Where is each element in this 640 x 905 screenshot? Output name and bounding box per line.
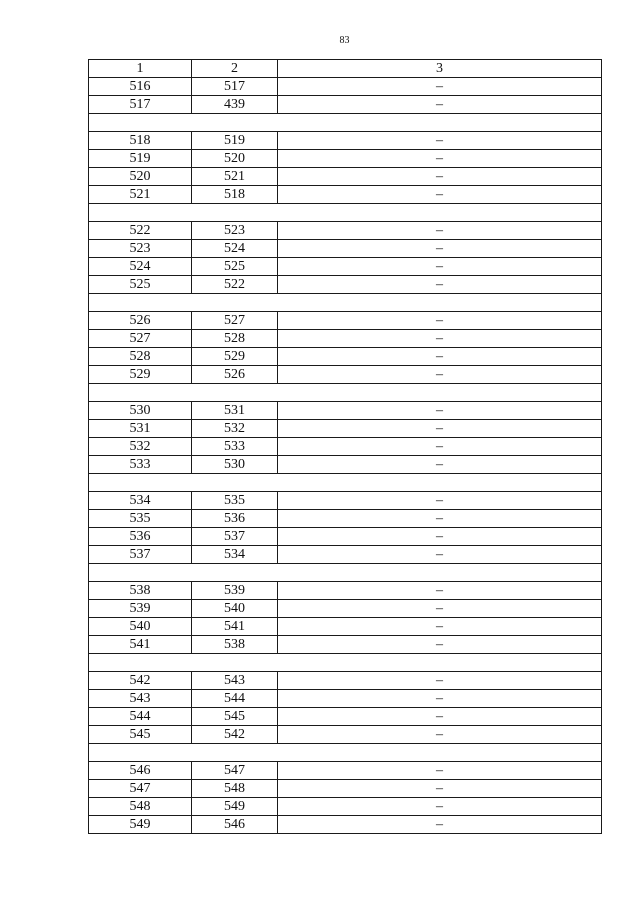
cell-col-1: 547 — [89, 780, 192, 798]
cell-col-1: 538 — [89, 582, 192, 600]
cell-col-3: – — [278, 456, 602, 474]
table-row — [89, 78, 602, 96]
cell-col-2: 526 — [192, 366, 278, 384]
cell-col-1: 537 — [89, 546, 192, 564]
cell-col-1: 549 — [89, 816, 192, 834]
cell-col-1: 530 — [89, 402, 192, 420]
table-row — [89, 546, 602, 564]
table-row — [89, 420, 602, 438]
cell-col-3: – — [278, 492, 602, 510]
cell-col-1: 516 — [89, 78, 192, 96]
cell-col-1: 524 — [89, 258, 192, 276]
separator-row — [89, 564, 602, 582]
cell-col-1: 532 — [89, 438, 192, 456]
cell-col-2: 543 — [192, 672, 278, 690]
cell-col-1: 548 — [89, 798, 192, 816]
cell-col-3: – — [278, 510, 602, 528]
cell-col-2: 518 — [192, 186, 278, 204]
cell-col-1: 517 — [89, 96, 192, 114]
separator-row — [89, 744, 602, 762]
cell-col-2: 547 — [192, 762, 278, 780]
table-row — [89, 168, 602, 186]
separator-cell — [89, 474, 602, 492]
table-row — [89, 528, 602, 546]
table-row — [89, 132, 602, 150]
table-body — [89, 78, 602, 834]
separator-row — [89, 474, 602, 492]
cell-col-3: – — [278, 816, 602, 834]
cell-col-2: 530 — [192, 456, 278, 474]
table-row — [89, 348, 602, 366]
cell-col-1: 531 — [89, 420, 192, 438]
cell-col-2: 542 — [192, 726, 278, 744]
table-row — [89, 402, 602, 420]
table-row — [89, 600, 602, 618]
cell-col-2: 536 — [192, 510, 278, 528]
cell-col-3: – — [278, 276, 602, 294]
cell-col-2: 517 — [192, 78, 278, 96]
cell-col-2: 545 — [192, 708, 278, 726]
cell-col-1: 539 — [89, 600, 192, 618]
cell-col-3: – — [278, 582, 602, 600]
header-col-3: 3 — [278, 60, 602, 78]
cell-col-1: 521 — [89, 186, 192, 204]
cell-col-1: 545 — [89, 726, 192, 744]
cell-col-2: 537 — [192, 528, 278, 546]
data-table — [88, 59, 602, 834]
table-row — [89, 618, 602, 636]
cell-col-1: 541 — [89, 636, 192, 654]
separator-cell — [89, 744, 602, 762]
table-row — [89, 762, 602, 780]
table-row — [89, 492, 602, 510]
cell-col-2: 535 — [192, 492, 278, 510]
table-row — [89, 366, 602, 384]
table-row — [89, 798, 602, 816]
cell-col-3: – — [278, 222, 602, 240]
cell-col-2: 540 — [192, 600, 278, 618]
separator-cell — [89, 654, 602, 672]
cell-col-2: 527 — [192, 312, 278, 330]
separator-row — [89, 114, 602, 132]
table-row — [89, 690, 602, 708]
cell-col-3: – — [278, 78, 602, 96]
cell-col-3: – — [278, 636, 602, 654]
cell-col-1: 523 — [89, 240, 192, 258]
cell-col-1: 542 — [89, 672, 192, 690]
separator-cell — [89, 384, 602, 402]
cell-col-3: – — [278, 168, 602, 186]
table-row — [89, 726, 602, 744]
cell-col-1: 534 — [89, 492, 192, 510]
cell-col-3: – — [278, 672, 602, 690]
cell-col-2: 548 — [192, 780, 278, 798]
separator-cell — [89, 204, 602, 222]
cell-col-3: – — [278, 762, 602, 780]
separator-cell — [89, 114, 602, 132]
table-row — [89, 780, 602, 798]
cell-col-1: 529 — [89, 366, 192, 384]
cell-col-2: 544 — [192, 690, 278, 708]
table-row — [89, 456, 602, 474]
cell-col-3: – — [278, 690, 602, 708]
cell-col-1: 519 — [89, 150, 192, 168]
cell-col-1: 533 — [89, 456, 192, 474]
table-row — [89, 258, 602, 276]
cell-col-2: 538 — [192, 636, 278, 654]
cell-col-3: – — [278, 366, 602, 384]
table-row — [89, 510, 602, 528]
cell-col-3: – — [278, 618, 602, 636]
cell-col-2: 528 — [192, 330, 278, 348]
table-row — [89, 240, 602, 258]
cell-col-2: 522 — [192, 276, 278, 294]
cell-col-3: – — [278, 348, 602, 366]
cell-col-3: – — [278, 420, 602, 438]
cell-col-3: – — [278, 330, 602, 348]
table-row — [89, 636, 602, 654]
separator-cell — [89, 564, 602, 582]
table-row — [89, 222, 602, 240]
cell-col-2: 534 — [192, 546, 278, 564]
header-row — [89, 60, 602, 78]
cell-col-2: 524 — [192, 240, 278, 258]
cell-col-1: 546 — [89, 762, 192, 780]
cell-col-1: 528 — [89, 348, 192, 366]
header-col-1: 1 — [89, 60, 192, 78]
cell-col-2: 546 — [192, 816, 278, 834]
table-header — [89, 60, 602, 78]
cell-col-3: – — [278, 402, 602, 420]
cell-col-1: 536 — [89, 528, 192, 546]
table-row — [89, 438, 602, 456]
table-row — [89, 186, 602, 204]
cell-col-2: 520 — [192, 150, 278, 168]
cell-col-1: 518 — [89, 132, 192, 150]
cell-col-3: – — [278, 96, 602, 114]
cell-col-3: – — [278, 438, 602, 456]
cell-col-2: 521 — [192, 168, 278, 186]
table-row — [89, 150, 602, 168]
cell-col-1: 522 — [89, 222, 192, 240]
cell-col-2: 519 — [192, 132, 278, 150]
cell-col-2: 541 — [192, 618, 278, 636]
cell-col-2: 529 — [192, 348, 278, 366]
cell-col-2: 531 — [192, 402, 278, 420]
cell-col-3: – — [278, 798, 602, 816]
cell-col-2: 539 — [192, 582, 278, 600]
cell-col-1: 520 — [89, 168, 192, 186]
cell-col-1: 526 — [89, 312, 192, 330]
table-row — [89, 672, 602, 690]
cell-col-3: – — [278, 240, 602, 258]
header-col-2: 2 — [192, 60, 278, 78]
cell-col-1: 525 — [89, 276, 192, 294]
table-row — [89, 330, 602, 348]
separator-cell — [89, 294, 602, 312]
cell-col-3: – — [278, 150, 602, 168]
table-row — [89, 582, 602, 600]
cell-col-2: 533 — [192, 438, 278, 456]
table-row — [89, 708, 602, 726]
separator-row — [89, 384, 602, 402]
cell-col-2: 523 — [192, 222, 278, 240]
cell-col-3: – — [278, 600, 602, 618]
cell-col-1: 527 — [89, 330, 192, 348]
page-number: 83 — [339, 35, 350, 46]
cell-col-1: 543 — [89, 690, 192, 708]
cell-col-3: – — [278, 546, 602, 564]
table-row — [89, 816, 602, 834]
table-row — [89, 312, 602, 330]
separator-row — [89, 654, 602, 672]
cell-col-3: – — [278, 726, 602, 744]
separator-row — [89, 204, 602, 222]
table-row — [89, 276, 602, 294]
cell-col-2: 525 — [192, 258, 278, 276]
cell-col-2: 532 — [192, 420, 278, 438]
cell-col-2: 439 — [192, 96, 278, 114]
cell-col-3: – — [278, 132, 602, 150]
cell-col-3: – — [278, 708, 602, 726]
separator-row — [89, 294, 602, 312]
cell-col-3: – — [278, 780, 602, 798]
cell-col-1: 535 — [89, 510, 192, 528]
cell-col-3: – — [278, 186, 602, 204]
cell-col-3: – — [278, 312, 602, 330]
cell-col-1: 540 — [89, 618, 192, 636]
cell-col-1: 544 — [89, 708, 192, 726]
cell-col-3: – — [278, 258, 602, 276]
cell-col-2: 549 — [192, 798, 278, 816]
cell-col-3: – — [278, 528, 602, 546]
table-row — [89, 96, 602, 114]
